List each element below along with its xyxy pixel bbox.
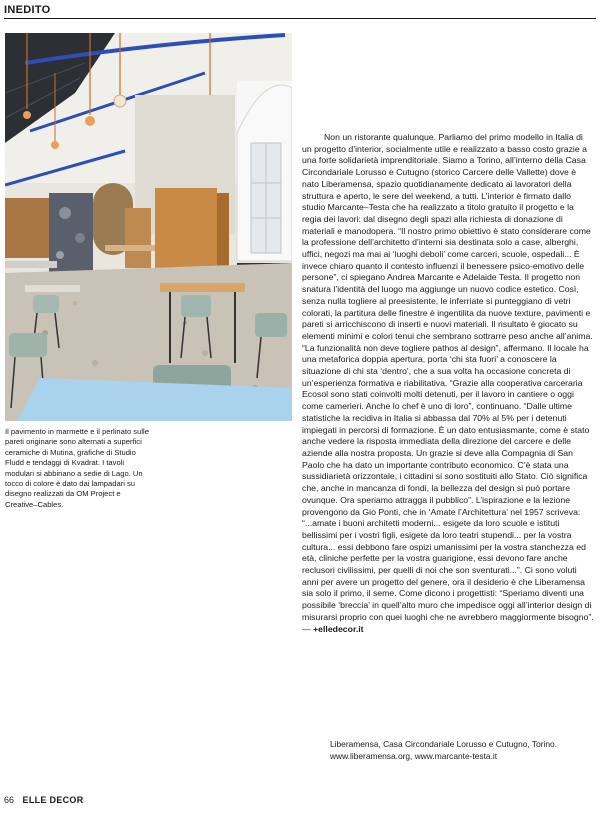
project-source: Liberamensa, Casa Circondariale Lorusso e Cutugno, Torino. www.liberamensa.org, www.marcante-testa.it [330,739,558,761]
magazine-name: ELLE DECOR [22,795,84,805]
section-label: INEDITO [4,4,51,16]
website-signature: +elledecor.it [313,623,364,634]
header-rule [4,18,596,19]
article-body [302,132,594,635]
page-footer [4,795,84,805]
page-number: 66 [4,795,15,805]
restaurant-photo [5,33,292,421]
article-text: Non un ristorante qualunque. Parliamo del primo modello in Italia di un progetto d’interior, socialmente utile e realizzato a basso costo grazie a una forte solidarietà imprenditoriale. Siamo a Torino, all’interno della Casa Circondariale Lorusso e Cutugno (storico Carcere delle Vallette) dove è nato Liberamensa, spazio quotidianamente dedicato ai lavoratori della struttura e aperto, le sere del weekend, a tutti. L’interior è firmato dallo studio Marcante–Testa che ha realizzato a titolo gratuito il progetto e la regia dei lavori: dal disegno degli spazi alla richiesta di donazione di materiali e manodopera. “Il nostro primo obiettivo è stato considerare come la professione dell’architetto d’interni sia destinata solo a case, alberghi, uffici, negozi ma mai ai ‘luoghi deboli’ come carceri, scuole, ospedali... È invece chiaro quanto il contesto influenzi il benessere psico-emotivo delle persone”, ci spiegano Andrea Marcante e Adelaide Testa. Il progetto non snatura l’identità del luogo ma aggiunge un nuovo codice estetico. Così, senza nulla togliere al preesistente, le inferriate si punteggiano di vetri colorati, la partitura delle finestre è ingentilita da nuove texture, pavimenti e pareti si arricchiscono di inserti e nuovi materiali. Il risultato è giocato su elementi minimi e colori tenui che sembrano sottrarre peso anche all’anima. “La funzionalità non deve togliere pathos al design”, affermano. Il locale ha una metaforica doppia apertura, porta ‘chi sta fuori’ a conoscere la situazione di chi sta ‘dentro’, che a sua volta ha occasione concreta di un’esperienza formativa e riabilitativa. “Grazie alla cooperativa carceraria Ecosol sono stati coinvolti molti detenuti, per il lavoro in cantiere o oggi come camerieri. Anche lo chef è uno di loro”, continuano. “Dalle ultime statistiche la recidiva in Italia si abbassa dal 70% al 5% per i detenuti impiegati in percorsi di formazione. È un dato entusiasmante, come è stato anche vedere la risposta immediata della direzione del carcere e delle aziende alla nostra proposta. Un grazie si deve alla Compagnia di San Paolo che ha dato un importante contributo economico. C’è stata una sussidiarietà orizzontale, i cittadini si sono sostituiti allo Stato. Ciò significa che, anche in mancanza di fondi, la bellezza del design si può portare ovunque. Ora speriamo attragga il pubblico”. L’ispirazione e la lezione provengono da Gio Ponti, che in ‘Amate l’Architettura’ nel 1957 scriveva: “...amate i buoni architetti moderni... esigete da loro scuole e istituti bellissimi per i vostri figli, esigete da loro teatri stupendi... per la vostra cultura... essi debbono fare ospizi umanissimi per la vostra stanchezza ed età, cliniche perfette per la vostra guarigione, essi devono fare anche reclusori civilissimi, per quelli di noi che son sventurati...”. Ci sono voluti anni per avere un progetto del genere, ora il desiderio è che Liberamensa sia solo il primo, il seme. Come dicono i progettisti: “Speriamo diventi una possibile ‘breccia’ in quell’alto muro che impedisce oggi all’interior design di misurarsi proprio con quei luoghi che ne avrebbero maggiormente bisogno”. — [302,132,594,634]
photo-caption: Il pavimento in marmette e il perlinato sulle pareti originarie sono alternati a superfici ceramiche di Mutina, grafiche di Studio Fludd e tendaggi di Kvadrat. I tavoli modulari si abbinano a sedie di Lago. Un tocco di colore è dato dai lampadari su disegno realizzati da OM Project e Creative–Cables. [5,427,149,509]
